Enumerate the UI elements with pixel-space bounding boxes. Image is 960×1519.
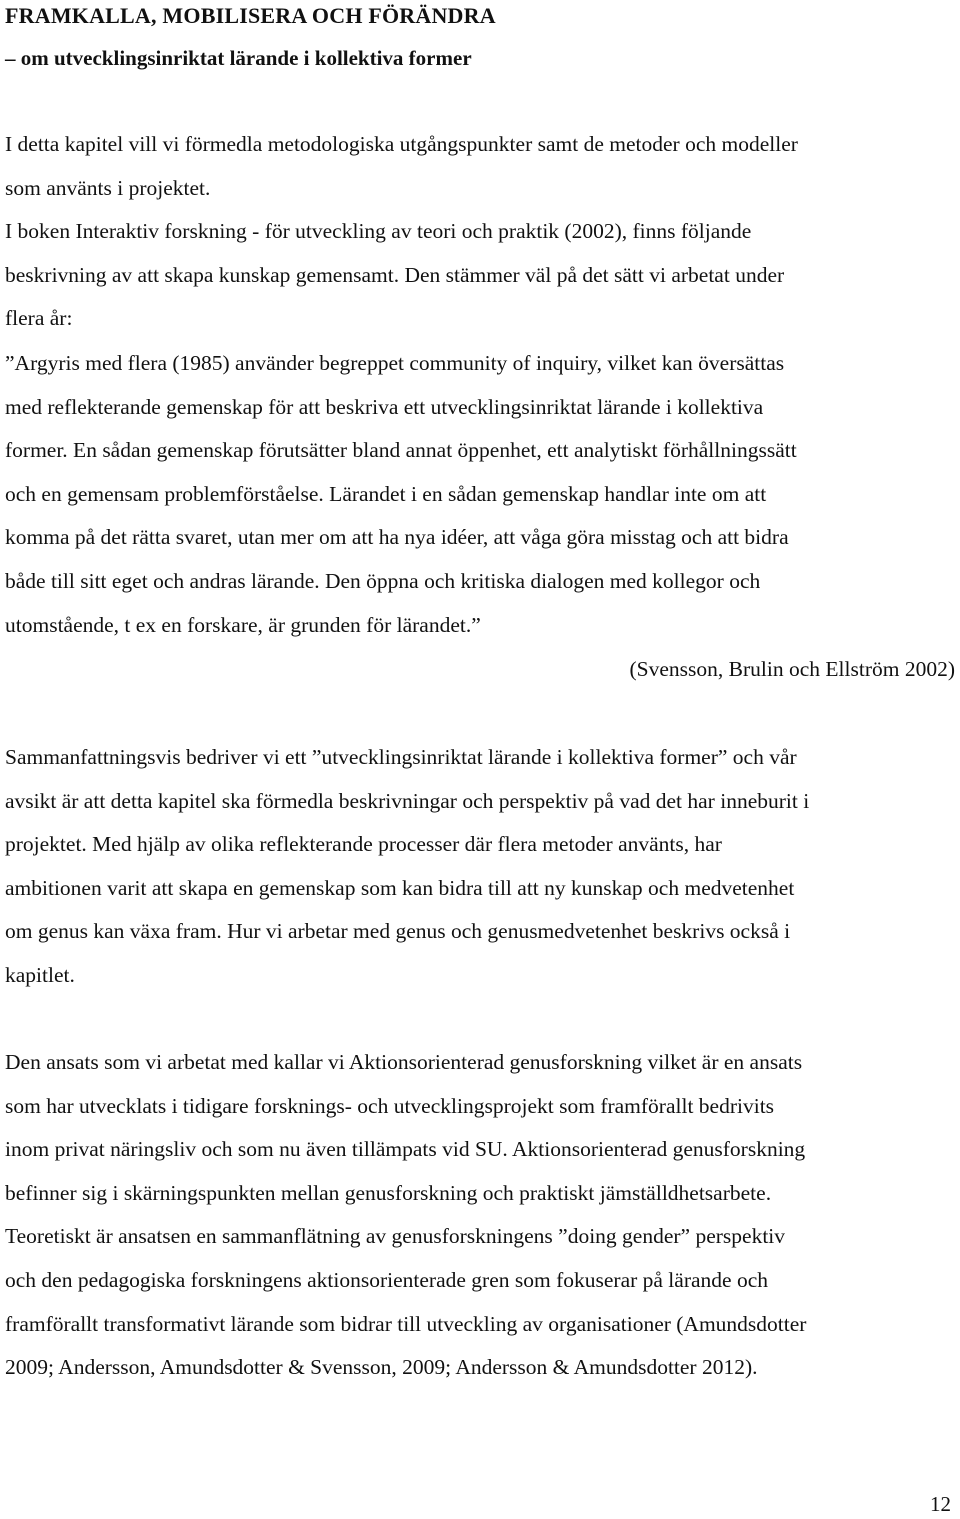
text-line: Teoretiskt är ansatsen en sammanflätning av genusforskningens ”doing gender” perspektiv — [5, 1224, 786, 1249]
text-line: med reflekterande gemenskap för att beskriva ett utvecklingsinriktat lärande i kollektiva — [5, 394, 764, 419]
text-line: och den pedagogiska forskningens aktionsorienterade gren som fokuserar på lärande och — [5, 1267, 768, 1292]
text-line: utomstående, t ex en forskare, är grunden för lärandet.” — [5, 612, 481, 637]
intro-paragraph — [5, 123, 955, 341]
text-line: I boken Interaktiv forskning - för utveckling av teori och praktik (2002), finns följande — [5, 219, 752, 244]
chapter-subtitle: – om utvecklingsinriktat lärande i kollektiva former — [5, 46, 472, 70]
text-line: 2009; Andersson, Amundsdotter & Svensson, 2009; Andersson & Amundsdotter 2012). — [5, 1355, 758, 1380]
document-page — [5, 0, 957, 1519]
text-line: om genus kan växa fram. Hur vi arbetar med genus och genusmedvetenhet beskrivs också i — [5, 919, 791, 944]
text-line: som har utvecklats i tidigare forsknings- och utvecklingsprojekt som framförallt bedrivits — [5, 1093, 775, 1118]
text-line: ”Argyris med flera (1985) använder begreppet community of inquiry, vilket kan översättas — [5, 351, 785, 375]
text-line: I detta kapitel vill vi förmedla metodologiska utgångspunkter samt de metoder och modeller — [5, 132, 798, 156]
text-line: både till sitt eget och andras lärande. Den öppna och kritiska dialogen med kollegor och — [5, 568, 761, 593]
text-line: avsikt är att detta kapitel ska förmedla beskrivningar och perspektiv på vad det har inneburit i — [5, 788, 810, 813]
text-line: flera år: — [5, 306, 73, 331]
text-line: som använts i projektet. — [5, 175, 211, 200]
text-line: Den ansats som vi arbetat med kallar vi Aktionsorienterad genusforskning vilket är en ansats — [5, 1050, 803, 1074]
text-line: beskrivning av att skapa kunskap gemensamt. Den stämmer väl på det sätt vi arbetat under — [5, 262, 785, 287]
text-line: och en gemensam problemförståelse. Lärandet i en sådan gemenskap handlar inte om att — [5, 481, 767, 506]
page-number: 12 — [930, 1492, 951, 1516]
chapter-title: FRAMKALLA, MOBILISERA OCH FÖRÄNDRA — [5, 3, 496, 28]
quote-paragraph — [5, 342, 955, 647]
text-line: projektet. Med hjälp av olika reflekterande processer där flera metoder använts, har — [5, 832, 722, 857]
quote-citation: (Svensson, Brulin och Ellström 2002) — [629, 657, 955, 681]
text-line: komma på det rätta svaret, utan mer om att ha nya idéer, att våga göra misstag och att bidra — [5, 525, 789, 550]
text-line: kapitlet. — [5, 962, 75, 987]
summary-paragraph — [5, 736, 955, 998]
text-line: Sammanfattningsvis bedriver vi ett ”utvecklingsinriktat lärande i kollektiva former” och vår — [5, 745, 797, 769]
text-line: former. En sådan gemenskap förutsätter bland annat öppenhet, ett analytiskt förhållningssätt — [5, 438, 797, 463]
text-line: befinner sig i skärningspunkten mellan genusforskning och praktiskt jämställdhetsarbete. — [5, 1180, 772, 1205]
text-line: ambitionen varit att skapa en gemenskap som kan bidra till att ny kunskap och medvetenhet — [5, 875, 795, 900]
text-line: inom privat näringsliv och som nu även tillämpats vid SU. Aktionsorienterad genusforskning — [5, 1137, 806, 1162]
text-line: framförallt transformativt lärande som bidrar till utveckling av organisationer (Amundsdotter — [5, 1311, 807, 1336]
approach-paragraph — [5, 1041, 955, 1390]
